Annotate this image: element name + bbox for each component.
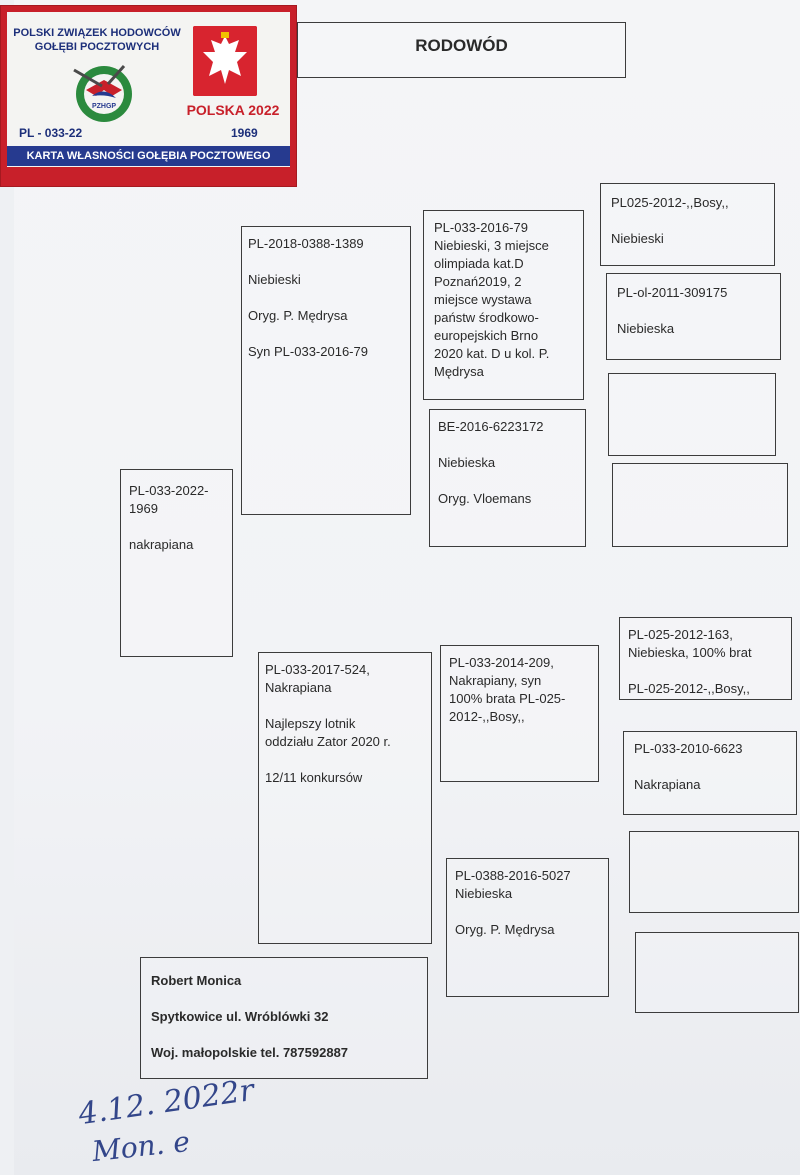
father-text: PL-2018-0388-1389 Niebieski Oryg. P. Mędrysa Syn PL-033-2016-79 [248, 236, 368, 359]
svg-text:PZHGP: PZHGP [91, 103, 117, 110]
handwritten-signature: Mon. e [90, 1124, 192, 1169]
mm-mother-box [635, 932, 799, 1013]
pigeon-box [120, 469, 233, 657]
ff-mother-box [606, 273, 781, 360]
card-country: POLSKA 2022 [186, 102, 280, 118]
father-mother-box [429, 409, 586, 547]
mm-father-box [629, 831, 799, 913]
title-text: RODOWÓD [415, 36, 508, 55]
mother-text: PL-033-2017-524, Nakrapiana Najlepszy lotnik oddziału Zator 2020 r. 12/11 konkursów [265, 662, 391, 785]
mother-father-box [440, 645, 599, 782]
pzhgp-logo-icon [64, 56, 144, 126]
pedigree-title [297, 22, 626, 78]
card-year: 1969 [231, 126, 258, 140]
ff-mother-text: PL-ol-2011-309175 Niebieska [617, 285, 728, 336]
mother-mother-box [446, 858, 609, 997]
ownership-card [0, 5, 297, 187]
father-mother-text: BE-2016-6223172 Niebieska Oryg. Vloemans [438, 419, 544, 506]
handwritten-date: 4.12. 2022r [76, 1072, 257, 1133]
father-father-box [423, 210, 584, 400]
card-ring-number: PL - 033-22 [19, 126, 83, 140]
ff-father-box [600, 183, 775, 266]
card-strip: KARTA WŁASNOŚCI GOŁĘBIA POCZTOWEGO [7, 146, 290, 166]
mf-father-box [619, 617, 792, 700]
pigeon-text: PL-033-2022- 1969 nakrapiana [129, 483, 209, 552]
father-father-text: PL-033-2016-79 Niebieski, 3 miejsce olimpiada kat.D Poznań2019, 2 miejsce wystawa państw środkowo- europejskich Brno 2020 kat. D u kol. P. Mędrysa [434, 220, 550, 379]
ff-father-text: PL025-2012-,,Bosy,, Niebieski [611, 195, 729, 246]
card-header: POLSKI ZWIĄZEK HODOWCÓW GOŁĘBI POCZTOWYCH [13, 27, 181, 53]
father-box [241, 226, 411, 515]
fm-father-box [608, 373, 776, 456]
mf-mother-text: PL-033-2010-6623 Nakrapiana [634, 741, 743, 792]
fm-mother-box [612, 463, 788, 547]
mother-mother-text: PL-0388-2016-5027 Niebieska Oryg. P. Mędrysa [455, 868, 571, 937]
owner-box [140, 957, 428, 1079]
mf-mother-box [623, 731, 797, 815]
mf-father-text: PL-025-2012-163, Niebieska, 100% brat PL-025-2012-,,Bosy,, [628, 627, 752, 696]
mother-father-text: PL-033-2014-209, Nakrapiany, syn 100% brata PL-025- 2012-,,Bosy,, [449, 655, 566, 724]
mother-box [258, 652, 432, 944]
owner-text: Robert Monica Spytkowice ul. Wróblówki 32 Woj. małopolskie tel. 787592887 [151, 973, 349, 1060]
eagle-emblem-icon [193, 26, 257, 96]
